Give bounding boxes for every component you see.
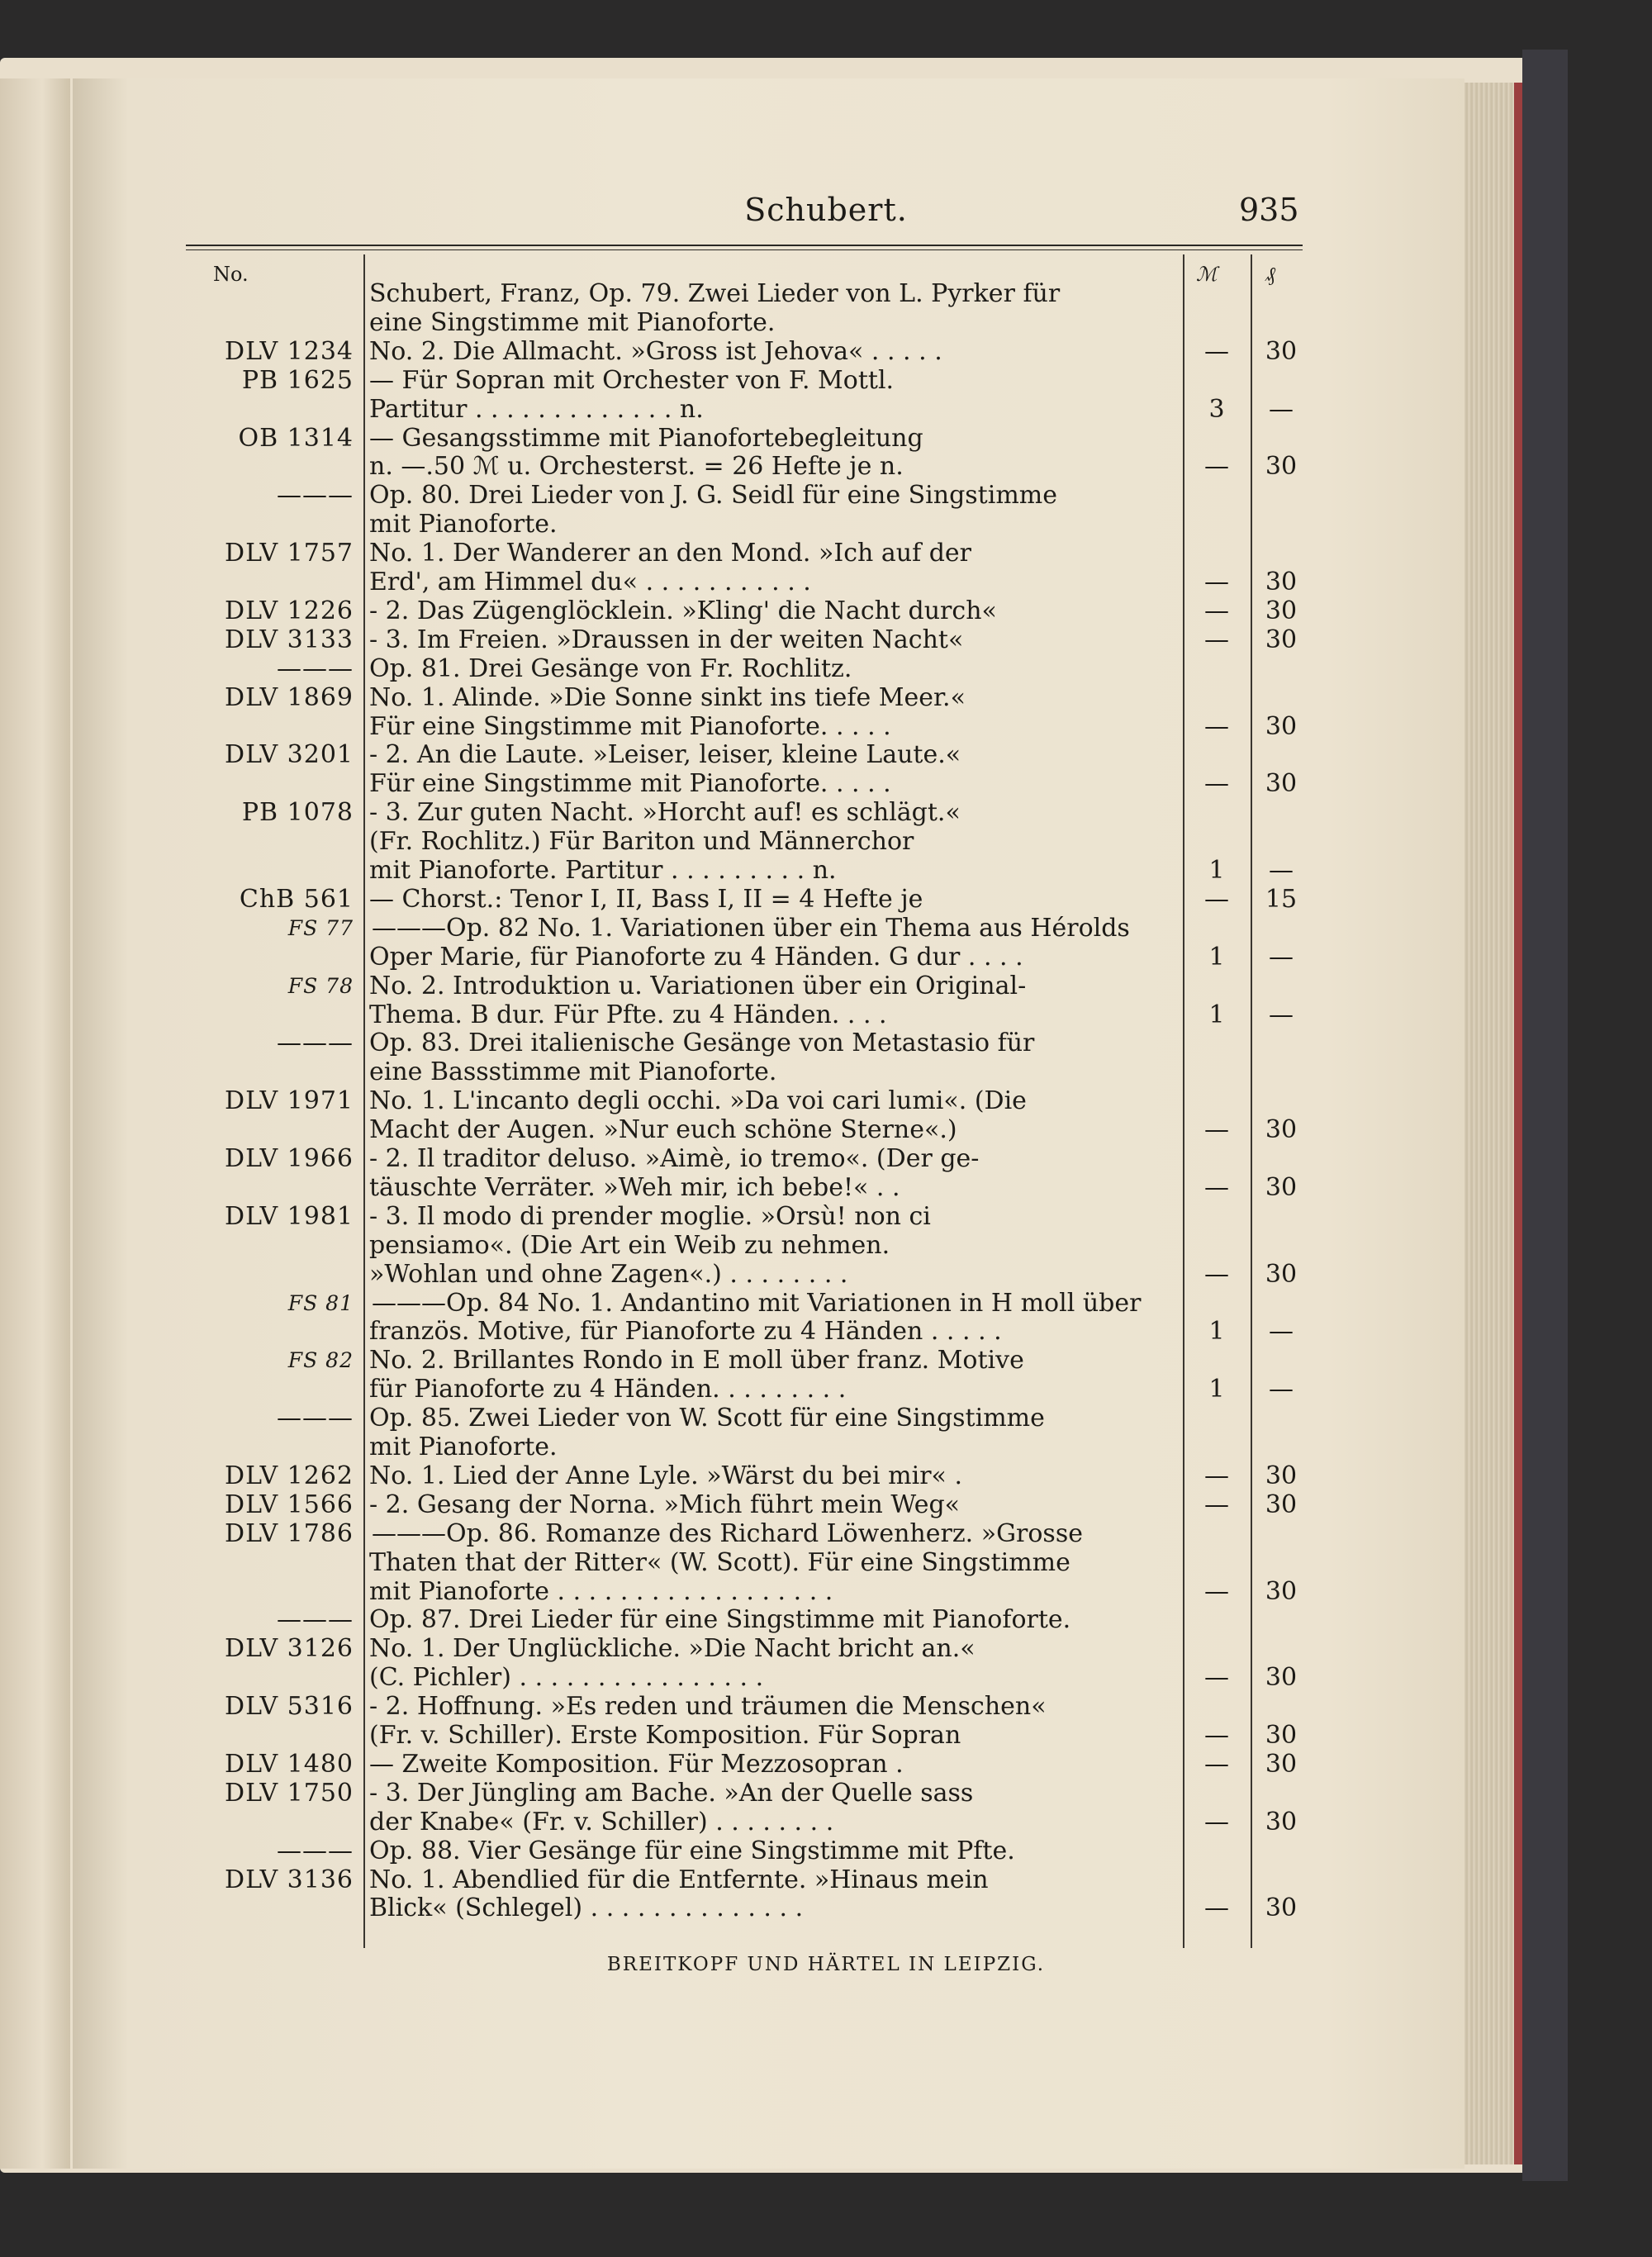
table-row	[0, 683, 1652, 712]
entry-text: der Knabe« (Fr. v. Schiller) . . . . . . . .	[369, 1807, 834, 1836]
price-mark: —	[1204, 769, 1229, 799]
table-row	[0, 943, 1652, 972]
catalog-number: FS 82	[287, 1348, 354, 1373]
price-mark: —	[1204, 1461, 1229, 1490]
table-row	[0, 1029, 1652, 1057]
column-header-no: No.	[213, 263, 249, 286]
table-row	[0, 712, 1652, 741]
publisher-footer: BREITKOPF UND HÄRTEL IN LEIPZIG.	[606, 1954, 1046, 1975]
running-title: Schubert.	[744, 192, 908, 228]
price-mark: —	[1204, 1259, 1229, 1289]
catalog-number: DLV 1966	[225, 1144, 354, 1173]
entry-text: No. 1. Abendlied für die Entfernte. »Hinaus mein	[369, 1865, 989, 1894]
table-row	[0, 1577, 1652, 1606]
entry-text: Op. 87. Drei Lieder für eine Singstimme mit Pianoforte.	[369, 1605, 1071, 1635]
entry-text: No. 1. Der Unglückliche. »Die Nacht bricht an.«	[369, 1634, 976, 1664]
table-row	[0, 1202, 1652, 1231]
price-pfennig: 30	[1265, 1461, 1298, 1490]
catalog-number: DLV 3133	[225, 625, 354, 654]
price-mark: 3	[1208, 394, 1225, 424]
entry-text: Für eine Singstimme mit Pianoforte. . . . .	[369, 711, 891, 741]
catalog-number: ———	[277, 481, 354, 511]
table-row	[0, 856, 1652, 885]
price-pfennig: 30	[1265, 452, 1298, 482]
catalog-number: DLV 3201	[225, 740, 354, 770]
entry-text: Op. 83. Drei italienische Gesänge von Metastasio für	[369, 1029, 1035, 1058]
table-row	[0, 424, 1652, 453]
catalog-number: PB 1625	[241, 365, 354, 395]
price-pfennig: 30	[1265, 1576, 1298, 1606]
table-row	[0, 1000, 1652, 1029]
price-pfennig: 30	[1265, 769, 1298, 799]
header-rule	[186, 245, 1303, 250]
table-row	[0, 1836, 1652, 1865]
entry-text: — Zweite Komposition. Für Mezzosopran .	[369, 1749, 904, 1779]
repeat-dash: ———	[372, 1518, 446, 1548]
price-pfennig: 30	[1265, 568, 1298, 596]
table-row	[0, 1144, 1652, 1173]
price-pfennig: 30	[1265, 1490, 1298, 1519]
table-row	[0, 625, 1652, 654]
table-row	[0, 1663, 1652, 1692]
table-row	[0, 827, 1652, 856]
catalog-number: FS 78	[287, 973, 354, 998]
catalog-number: DLV 1262	[225, 1461, 354, 1490]
catalog-number: ———	[277, 1836, 354, 1865]
table-row	[0, 654, 1652, 683]
price-mark: —	[1204, 1115, 1229, 1145]
catalog-number: ———	[277, 1029, 354, 1058]
entry-text: Op. 81. Drei Gesänge von Fr. Rochlitz.	[369, 653, 852, 683]
table-row	[0, 1346, 1652, 1375]
table-row	[0, 1057, 1652, 1086]
entry-text: - 2. Hoffnung. »Es reden und träumen die Menschen«	[369, 1692, 1047, 1722]
entry-text: Macht der Augen. »Nur euch schöne Sterne«.)	[369, 1115, 957, 1145]
entry-text: No. 1. L'incanto degli occhi. »Da voi cari lumi«. (Die	[369, 1086, 1027, 1116]
table-row	[0, 279, 1652, 308]
table-row	[0, 769, 1652, 798]
price-pfennig: 30	[1265, 336, 1298, 366]
table-row	[0, 1779, 1652, 1808]
entry-text: Op. 86. Romanze des Richard Löwenherz. »Grosse	[446, 1518, 1083, 1548]
catalog-number: DLV 1869	[225, 682, 354, 712]
catalog-number: DLV 1757	[225, 539, 354, 568]
table-row	[0, 1086, 1652, 1115]
catalog-number: DLV 1226	[225, 596, 354, 625]
entry-text: Erd', am Himmel du« . . . . . . . . . . .	[369, 568, 811, 596]
column-header-pf: ₰	[1265, 263, 1275, 286]
catalog-number: DLV 1234	[225, 336, 354, 366]
price-pfennig: 30	[1265, 1894, 1298, 1923]
price-mark: —	[1204, 452, 1229, 482]
catalog-number: DLV 3126	[225, 1634, 354, 1664]
table-row	[0, 337, 1652, 366]
catalog-number: DLV 3136	[225, 1865, 354, 1894]
entry-text: Blick« (Schlegel) . . . . . . . . . . . . . .	[369, 1894, 804, 1923]
page-number: 935	[1239, 192, 1299, 228]
catalog-number: ChB 561	[239, 884, 354, 914]
entry-text: pensiamo«. (Die Art ein Weib zu nehmen.	[369, 1230, 890, 1260]
table-row	[0, 1548, 1652, 1577]
table-row	[0, 452, 1652, 481]
table-row	[0, 596, 1652, 625]
entry-text: mit Pianoforte.	[369, 510, 558, 539]
entry-text: No. 1. Alinde. »Die Sonne sinkt ins tiefe Meer.«	[369, 682, 966, 712]
entry-text: für Pianoforte zu 4 Händen. . . . . . . . .	[369, 1375, 847, 1404]
entry-text: Op. 82 No. 1. Variationen über ein Thema aus Hérolds	[446, 913, 1130, 943]
price-pfennig: 30	[1265, 711, 1298, 741]
price-mark: —	[1204, 1490, 1229, 1519]
entry-text: — Gesangsstimme mit Pianofortebegleitung	[369, 423, 923, 453]
price-pfennig: 30	[1265, 1172, 1298, 1202]
price-mark: 1	[1208, 1317, 1225, 1347]
catalog-number: PB 1078	[241, 798, 354, 828]
catalog-number: DLV 5316	[225, 1692, 354, 1722]
entry-text: (Fr. v. Schiller). Erste Komposition. Für Sopran	[369, 1721, 961, 1750]
entry-text: No. 1. Der Wanderer an den Mond. »Ich auf der	[369, 539, 972, 568]
entry-text: mit Pianoforte . . . . . . . . . . . . . . . . . .	[369, 1576, 833, 1606]
table-row	[0, 1115, 1652, 1144]
price-pfennig: —	[1269, 394, 1294, 424]
entry-text: No. 2. Die Allmacht. »Gross ist Jehova« . . . . .	[369, 336, 942, 366]
entry-text: - 2. Gesang der Norna. »Mich führt mein Weg«	[369, 1490, 961, 1519]
price-pfennig: —	[1269, 1317, 1294, 1347]
table-row	[0, 1692, 1652, 1721]
entry-text: - 3. Der Jüngling am Bache. »An der Quelle sass	[369, 1778, 974, 1808]
catalog-number: FS 81	[287, 1290, 354, 1315]
catalog-number: OB 1314	[238, 423, 354, 453]
entry-text: eine Singstimme mit Pianoforte.	[369, 307, 776, 337]
catalog-number: FS 77	[287, 915, 354, 940]
table-row	[0, 308, 1652, 337]
entry-text: Thaten that der Ritter« (W. Scott). Für eine Singstimme	[369, 1547, 1070, 1577]
price-mark: —	[1204, 596, 1229, 625]
entry-text: Schubert, Franz, Op. 79. Zwei Lieder von L. Pyrker für	[369, 279, 1061, 308]
price-mark: —	[1204, 1663, 1229, 1693]
table-row	[0, 1317, 1652, 1346]
price-mark: —	[1204, 711, 1229, 741]
price-mark: —	[1204, 336, 1229, 366]
entry-text: - 3. Zur guten Nacht. »Horcht auf! es schlägt.«	[369, 798, 961, 828]
entry-text: — Chorst.: Tenor I, II, Bass I, II = 4 Hefte je	[369, 884, 923, 914]
table-row	[0, 1260, 1652, 1289]
repeat-dash: ———	[372, 1288, 446, 1318]
entry-text: Partitur . . . . . . . . . . . . . n.	[369, 394, 704, 424]
table-row	[0, 395, 1652, 424]
price-mark: —	[1204, 1807, 1229, 1836]
price-mark: —	[1204, 625, 1229, 654]
entry-text: mit Pianoforte.	[369, 1433, 558, 1461]
entry-text: — Für Sopran mit Orchester von F. Mottl.	[369, 365, 895, 395]
catalog-number: DLV 1480	[225, 1749, 354, 1779]
price-pfennig: 30	[1265, 1663, 1298, 1693]
catalog-number: DLV 1750	[225, 1778, 354, 1808]
table-row	[0, 1634, 1652, 1663]
price-mark: —	[1204, 1721, 1229, 1750]
price-pfennig: 15	[1265, 884, 1298, 914]
price-mark: —	[1204, 1172, 1229, 1202]
catalog-number: ———	[277, 1404, 354, 1433]
entry-text: - 3. Il modo di prender moglie. »Orsù! non ci	[369, 1201, 931, 1231]
price-mark: —	[1204, 1749, 1229, 1779]
catalog-number: DLV 1786	[225, 1518, 354, 1548]
price-pfennig: —	[1269, 1375, 1294, 1404]
entry-text: Op. 80. Drei Lieder von J. G. Seidl für eine Singstimme	[369, 481, 1057, 511]
entry-text: Für eine Singstimme mit Pianoforte. . . . .	[369, 769, 891, 799]
entry-text: Op. 85. Zwei Lieder von W. Scott für eine Singstimme	[369, 1404, 1045, 1433]
entry-text: täuschte Verräter. »Weh mir, ich bebe!« . .	[369, 1172, 900, 1202]
entry-text: Oper Marie, für Pianoforte zu 4 Händen. G dur . . . .	[369, 942, 1023, 972]
entry-text: - 3. Im Freien. »Draussen in der weiten Nacht«	[369, 625, 964, 654]
price-pfennig: 30	[1265, 1721, 1298, 1750]
table-row	[0, 1490, 1652, 1519]
entry-text: n. —.50 ℳ u. Orchesterst. = 26 Hefte je n.	[369, 452, 904, 482]
table-row	[0, 510, 1652, 539]
price-mark: —	[1204, 568, 1229, 596]
table-row	[0, 1519, 1652, 1548]
entry-text: (Fr. Rochlitz.) Für Bariton und Männerchor	[369, 827, 914, 857]
entry-text: französ. Motive, für Pianoforte zu 4 Händen . . . . .	[369, 1317, 1002, 1347]
entry-text: - 2. Il traditor deluso. »Aimè, io tremo«. (Der ge-	[369, 1144, 980, 1173]
table-row	[0, 740, 1652, 769]
entry-text: mit Pianoforte. Partitur . . . . . . . . . n.	[369, 856, 837, 885]
table-row	[0, 1750, 1652, 1779]
table-row	[0, 1808, 1652, 1836]
price-pfennig: 30	[1265, 1115, 1298, 1145]
entry-text: eine Bassstimme mit Pianoforte.	[369, 1057, 777, 1087]
table-row	[0, 1894, 1652, 1922]
catalog-number: DLV 1971	[225, 1086, 354, 1116]
table-row	[0, 1433, 1652, 1461]
entry-text: Op. 84 No. 1. Andantino mit Variationen in H moll über	[446, 1288, 1142, 1318]
entry-text: - 2. An die Laute. »Leiser, leiser, kleine Laute.«	[369, 740, 961, 770]
catalog-number: DLV 1566	[225, 1490, 354, 1519]
entry-text: Thema. B dur. Für Pfte. zu 4 Händen. . . .	[369, 1000, 887, 1029]
price-pfennig: 30	[1265, 1807, 1298, 1836]
price-mark: —	[1204, 1576, 1229, 1606]
price-mark: 1	[1208, 856, 1225, 885]
table-row	[0, 1289, 1652, 1318]
entry-text: No. 2. Introduktion u. Variationen über ein Original-	[369, 971, 1027, 1000]
price-mark: 1	[1208, 1000, 1225, 1029]
table-row	[0, 1375, 1652, 1404]
table-row	[0, 1461, 1652, 1490]
price-pfennig: 30	[1265, 625, 1298, 654]
table-row	[0, 972, 1652, 1000]
price-mark: —	[1204, 884, 1229, 914]
table-row	[0, 1721, 1652, 1750]
entry-text: »Wohlan und ohne Zagen«.) . . . . . . . .	[369, 1259, 848, 1289]
entry-text: No. 2. Brillantes Rondo in E moll über franz. Motive	[369, 1346, 1024, 1376]
catalog-number: ———	[277, 653, 354, 683]
price-mark: —	[1204, 1894, 1229, 1923]
table-row	[0, 1605, 1652, 1634]
table-row	[0, 914, 1652, 943]
table-row	[0, 366, 1652, 395]
table-row	[0, 1404, 1652, 1433]
table-row	[0, 1231, 1652, 1260]
table-row	[0, 481, 1652, 510]
entry-text: - 2. Das Zügenglöcklein. »Kling' die Nacht durch«	[369, 596, 997, 625]
price-mark: 1	[1208, 942, 1225, 972]
price-pfennig: 30	[1265, 1259, 1298, 1289]
table-row	[0, 798, 1652, 827]
table-row	[0, 1173, 1652, 1202]
price-pfennig: —	[1269, 856, 1294, 885]
entry-text: Op. 88. Vier Gesänge für eine Singstimme mit Pfte.	[369, 1836, 1015, 1865]
table-row	[0, 539, 1652, 568]
table-row	[0, 1865, 1652, 1894]
repeat-dash: ———	[372, 913, 446, 943]
catalog-number: DLV 1981	[225, 1201, 354, 1231]
price-mark: 1	[1208, 1375, 1225, 1404]
price-pfennig: —	[1269, 1000, 1294, 1029]
price-pfennig: —	[1269, 942, 1294, 972]
table-row	[0, 885, 1652, 914]
entry-text: No. 1. Lied der Anne Lyle. »Wärst du bei mir« .	[369, 1461, 962, 1490]
column-header-mark: ℳ	[1196, 263, 1218, 286]
catalog-number: ———	[277, 1605, 354, 1635]
table-row	[0, 568, 1652, 596]
price-pfennig: 30	[1265, 1749, 1298, 1779]
price-pfennig: 30	[1265, 596, 1298, 625]
entry-text: (C. Pichler) . . . . . . . . . . . . . . . .	[369, 1663, 764, 1693]
